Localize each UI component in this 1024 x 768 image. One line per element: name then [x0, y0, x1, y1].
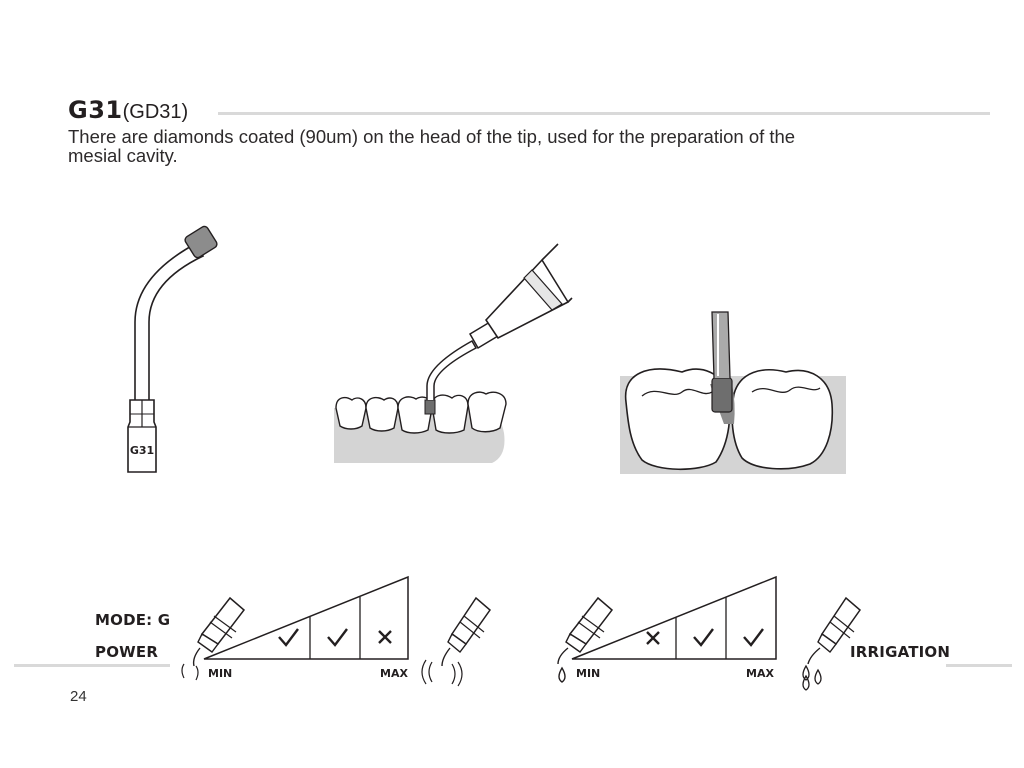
- tip-code: G31: [68, 96, 123, 124]
- power-max-label: MAX: [380, 667, 408, 680]
- page-number: 24: [70, 688, 87, 705]
- power-scale-triangle: [202, 575, 410, 661]
- water-drop-icon: [559, 668, 565, 682]
- tip-alt-code: (GD31): [122, 101, 189, 123]
- title-rule: [218, 112, 990, 115]
- water-drops-icon: [803, 666, 821, 690]
- tip-engraving: G31: [129, 444, 155, 457]
- irrigation-min-label: MIN: [576, 667, 601, 680]
- bottom-rule-left: [14, 664, 170, 667]
- handpiece-irrigation-max-icon: [784, 592, 860, 692]
- description-line-2: mesial cavity.: [68, 145, 178, 166]
- power-min-label: MIN: [208, 667, 233, 680]
- bottom-rule-right: [946, 664, 1012, 667]
- procedure-illustration-closeup: [620, 312, 850, 474]
- procedure-illustration-arch: [332, 238, 572, 468]
- title-row: [68, 96, 988, 126]
- power-label: POWER: [95, 643, 159, 661]
- dental-tip-icon: [100, 222, 230, 484]
- irrigation-label: IRRIGATION: [850, 643, 951, 661]
- mode-label: MODE: G: [95, 611, 171, 629]
- description: [68, 127, 948, 165]
- handpiece-max-icon: [414, 592, 490, 688]
- irrigation-max-label: MAX: [746, 667, 774, 680]
- vibration-icon: [182, 664, 198, 680]
- irrigation-scale-triangle: [570, 575, 778, 661]
- description-line-1: There are diamonds coated (90um) on the head of the tip, used for the preparation of the: [68, 126, 796, 147]
